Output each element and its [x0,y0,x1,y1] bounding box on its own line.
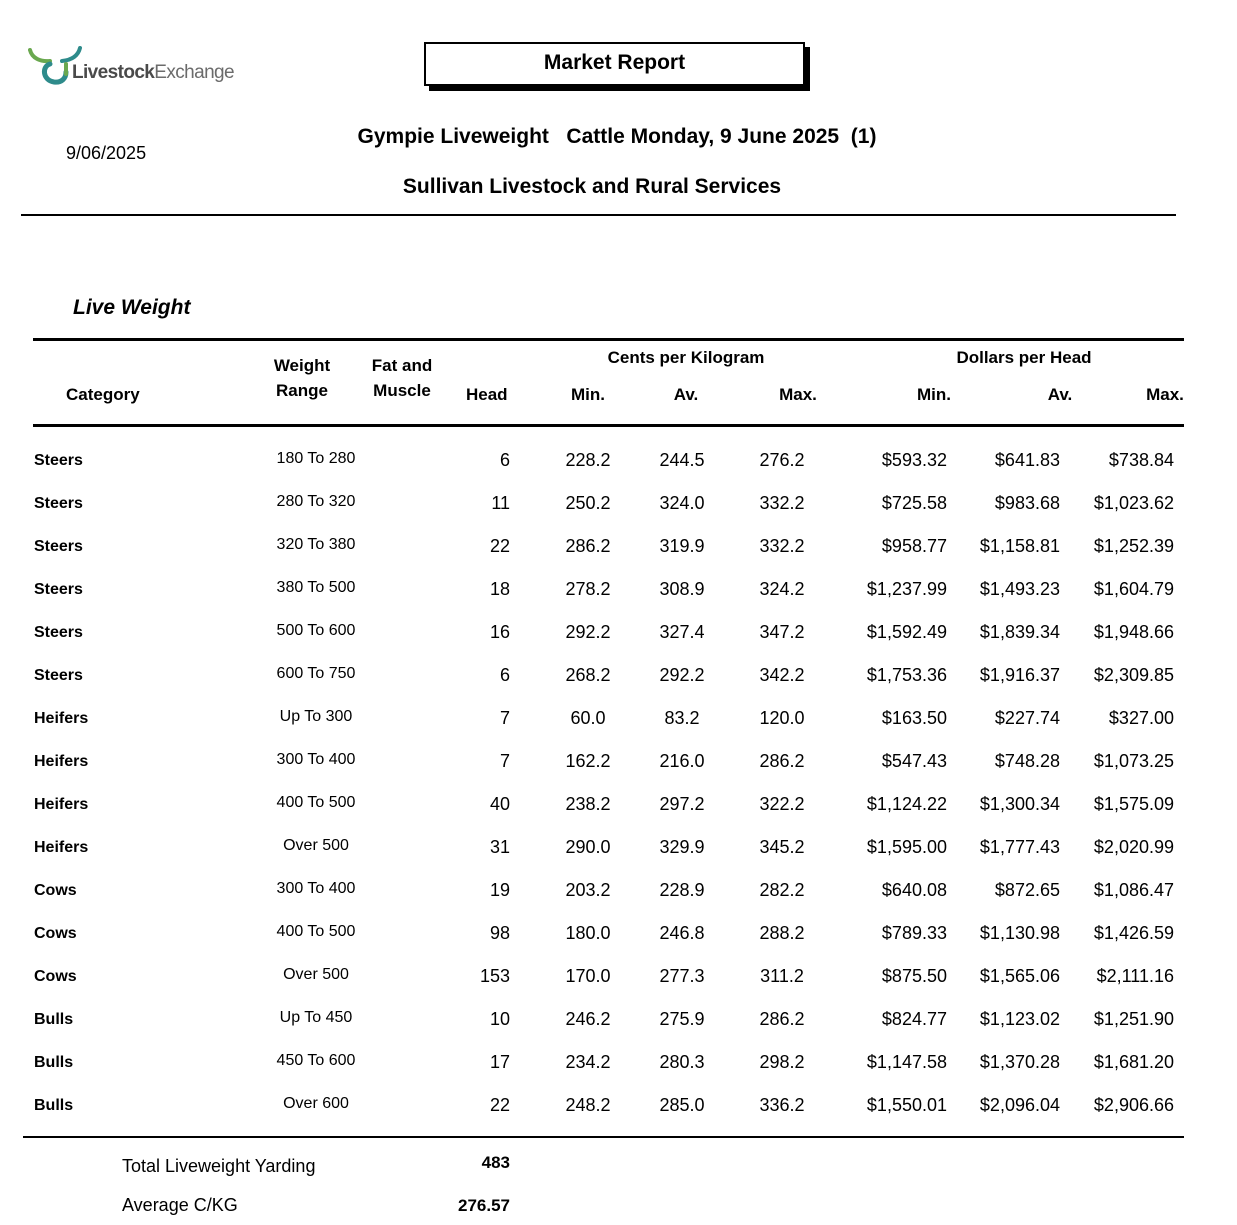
row-cents-min: 234.2 [565,1052,611,1072]
total-yarding-value: 483 [481,1153,510,1172]
row-dollars-max: $327.00 [1108,708,1174,728]
row-dollars-min: $1,753.36 [866,665,947,685]
row-weight-range: Over 600 [283,1095,349,1112]
row-cents-av: 285.0 [659,1095,705,1115]
row-cents-max: 322.2 [759,794,805,814]
row-weight-range: 300 To 400 [276,751,356,768]
row-cents-min: 278.2 [565,579,611,599]
column-header-cents-max: Max. [779,385,817,404]
column-header-category: Category [66,385,140,404]
logo-word-livestock: Livestock [72,62,155,83]
table-row [0,837,1237,880]
column-header-weight-range [262,353,342,403]
row-weight-range: 280 To 320 [276,493,356,510]
table-row [0,708,1237,751]
row-weight-range: 400 To 500 [276,923,356,940]
row-dollars-min: $789.33 [881,923,947,943]
row-weight-range: 380 To 500 [276,579,356,596]
table-header-rule [33,424,1184,427]
row-dollars-min: $1,592.49 [866,622,947,642]
table-row [0,966,1237,1009]
row-weight-range: 320 To 380 [276,536,356,553]
row-dollars-min: $640.08 [881,880,947,900]
column-header-weight-range-line1: Weight [273,356,331,375]
row-dollars-min: $875.50 [881,966,947,986]
row-cents-min: 290.0 [565,837,611,857]
row-cents-av: 327.4 [659,622,705,642]
row-cents-max: 298.2 [759,1052,805,1072]
column-header-head: Head [466,385,508,404]
column-header-cents-av: Av. [673,385,699,404]
column-header-fat-muscle-line2: Muscle [373,381,431,400]
row-dollars-min: $725.58 [881,493,947,513]
row-cents-min: 268.2 [565,665,611,685]
row-head-count: 17 [489,1052,510,1072]
row-dollars-max: $1,086.47 [1093,880,1174,900]
row-cents-av: 246.8 [659,923,705,943]
row-dollars-max: $2,111.16 [1096,966,1174,986]
report-title-box [424,42,805,86]
row-weight-range: 450 To 600 [276,1052,356,1069]
row-weight-range: Over 500 [283,837,349,854]
row-cents-av: 329.9 [659,837,705,857]
table-row [0,1052,1237,1095]
row-cents-min: 203.2 [565,880,611,900]
row-dollars-min: $1,237.99 [866,579,947,599]
row-cents-min: 238.2 [565,794,611,814]
row-weight-range: 300 To 400 [276,880,356,897]
row-dollars-max: $2,309.85 [1093,665,1174,685]
logo-wordmark [72,62,234,84]
section-title: Live Weight [73,296,191,319]
row-head-count: 153 [479,966,510,986]
row-dollars-av: $1,370.28 [979,1052,1060,1072]
row-weight-range: 600 To 750 [276,665,356,682]
table-row [0,622,1237,665]
table-row [0,794,1237,837]
row-head-count: 22 [489,1095,510,1115]
column-header-fat-muscle [362,353,442,403]
row-head-count: 11 [491,493,510,513]
table-row [0,1095,1237,1138]
report-title: Market Report [543,51,686,74]
row-head-count: 98 [489,923,510,943]
column-header-fat-muscle-line1: Fat and [371,356,433,375]
row-cents-av: 280.3 [659,1052,705,1072]
row-cents-av: 319.9 [659,536,705,556]
row-cents-min: 162.2 [565,751,611,771]
row-dollars-min: $1,595.00 [866,837,947,857]
row-head-count: 16 [489,622,510,642]
row-dollars-av: $1,565.06 [979,966,1060,986]
row-head-count: 18 [489,579,510,599]
row-category: Bulls [34,1097,74,1114]
table-row [0,1009,1237,1052]
row-cents-av: 292.2 [659,665,705,685]
row-category: Bulls [34,1054,74,1071]
row-cents-av: 275.9 [659,1009,705,1029]
row-head-count: 6 [499,665,510,685]
row-weight-range: Up To 300 [279,708,353,725]
row-cents-av: 324.0 [659,493,705,513]
row-weight-range: Up To 450 [279,1009,353,1026]
row-dollars-min: $1,124.22 [866,794,947,814]
row-cents-max: 347.2 [759,622,805,642]
row-dollars-max: $1,426.59 [1093,923,1174,943]
row-cents-max: 288.2 [759,923,805,943]
table-row [0,665,1237,708]
row-cents-min: 60.0 [570,708,606,728]
table-row [0,751,1237,794]
row-category: Steers [34,581,83,598]
row-cents-min: 292.2 [565,622,611,642]
row-dollars-max: $2,906.66 [1093,1095,1174,1115]
row-cents-av: 308.9 [659,579,705,599]
row-cents-max: 120.0 [759,708,805,728]
row-head-count: 7 [499,751,510,771]
agent-name: Sullivan Livestock and Rural Services [402,175,782,198]
row-cents-max: 282.2 [759,880,805,900]
row-dollars-min: $1,147.58 [866,1052,947,1072]
row-category: Bulls [34,1011,74,1028]
table-row [0,923,1237,966]
row-cents-min: 248.2 [565,1095,611,1115]
row-category: Cows [34,968,77,985]
row-category: Heifers [34,839,89,856]
row-weight-range: 180 To 280 [276,450,356,467]
row-head-count: 22 [489,536,510,556]
header-divider [21,214,1176,216]
table-row [0,880,1237,923]
logo-word-exchange: Exchange [154,62,234,83]
row-weight-range: 500 To 600 [276,622,356,639]
column-header-dollars-min: Min. [917,385,951,404]
row-category: Cows [34,882,77,899]
row-dollars-min: $163.50 [881,708,947,728]
row-dollars-min: $958.77 [881,536,947,556]
row-dollars-max: $1,252.39 [1093,536,1174,556]
row-dollars-av: $641.83 [994,450,1060,470]
row-category: Steers [34,667,83,684]
row-cents-max: 276.2 [759,450,805,470]
row-head-count: 10 [489,1009,510,1029]
row-dollars-max: $1,604.79 [1093,579,1174,599]
row-cents-max: 311.2 [760,966,804,986]
row-dollars-av: $1,123.02 [979,1009,1060,1029]
row-weight-range: 400 To 500 [276,794,356,811]
row-dollars-av: $1,300.34 [979,794,1060,814]
row-cents-min: 250.2 [565,493,611,513]
row-dollars-av: $983.68 [994,493,1060,513]
row-category: Cows [34,925,77,942]
row-dollars-max: $738.84 [1108,450,1174,470]
row-category: Steers [34,452,83,469]
report-date: 9/06/2025 [66,143,147,163]
column-header-weight-range-line2: Range [276,381,328,400]
row-dollars-min: $1,550.01 [866,1095,947,1115]
row-category: Heifers [34,710,89,727]
row-cents-max: 332.2 [759,493,805,513]
row-cents-min: 228.2 [565,450,611,470]
column-header-dollars-max: Max. [1146,385,1184,404]
column-header-cents-min: Min. [571,385,605,404]
row-weight-range: Over 500 [283,966,349,983]
row-cents-max: 286.2 [759,751,805,771]
row-dollars-max: $1,948.66 [1093,622,1174,642]
table-top-rule [33,338,1184,341]
row-category: Steers [34,538,83,555]
row-cents-av: 216.0 [659,751,705,771]
table-row [0,536,1237,579]
row-cents-min: 286.2 [565,536,611,556]
table-row [0,579,1237,622]
sale-title: Gympie Liveweight Cattle Monday, 9 June 2025 (1) [357,125,877,148]
row-cents-min: 170.0 [565,966,611,986]
row-dollars-max: $1,575.09 [1093,794,1174,814]
row-dollars-av: $1,777.43 [979,837,1060,857]
row-dollars-av: $227.74 [994,708,1060,728]
row-cents-max: 286.2 [759,1009,805,1029]
row-dollars-av: $748.28 [994,751,1060,771]
row-dollars-av: $1,493.23 [979,579,1060,599]
row-head-count: 40 [489,794,510,814]
row-dollars-min: $593.32 [881,450,947,470]
row-dollars-max: $1,681.20 [1093,1052,1174,1072]
row-cents-av: 228.9 [659,880,705,900]
row-category: Steers [34,624,83,641]
row-dollars-av: $1,916.37 [979,665,1060,685]
table-row [0,493,1237,536]
column-group-dollars-per-head: Dollars per Head [956,348,1092,367]
row-dollars-min: $547.43 [881,751,947,771]
row-cents-max: 332.2 [759,536,805,556]
row-dollars-av: $872.65 [994,880,1060,900]
row-cents-max: 345.2 [759,837,805,857]
row-dollars-max: $1,073.25 [1093,751,1174,771]
row-dollars-max: $1,023.62 [1093,493,1174,513]
column-group-cents-per-kg: Cents per Kilogram [607,348,765,367]
row-cents-av: 277.3 [659,966,705,986]
row-dollars-max: $1,251.90 [1093,1009,1174,1029]
row-cents-min: 180.0 [565,923,611,943]
row-cents-max: 324.2 [759,579,805,599]
row-dollars-av: $1,158.81 [979,536,1060,556]
row-dollars-av: $2,096.04 [979,1095,1060,1115]
row-dollars-max: $2,020.99 [1093,837,1174,857]
row-category: Steers [34,495,83,512]
row-category: Heifers [34,753,89,770]
row-dollars-av: $1,130.98 [979,923,1060,943]
row-head-count: 7 [499,708,510,728]
average-ckg-value: 276.57 [458,1196,510,1215]
total-yarding-label: Total Liveweight Yarding [122,1156,316,1176]
column-header-dollars-av: Av. [1047,385,1073,404]
row-head-count: 6 [499,450,510,470]
row-cents-av: 297.2 [659,794,705,814]
average-ckg-label: Average C/KG [122,1195,238,1215]
table-row [0,450,1237,493]
row-head-count: 31 [489,837,510,857]
row-category: Heifers [34,796,89,813]
row-dollars-min: $824.77 [881,1009,947,1029]
row-cents-max: 336.2 [759,1095,805,1115]
row-head-count: 19 [489,880,510,900]
table-bottom-rule [23,1136,1184,1138]
row-cents-max: 342.2 [759,665,805,685]
row-cents-av: 83.2 [664,708,700,728]
row-dollars-av: $1,839.34 [979,622,1060,642]
row-cents-min: 246.2 [565,1009,611,1029]
row-cents-av: 244.5 [659,450,705,470]
